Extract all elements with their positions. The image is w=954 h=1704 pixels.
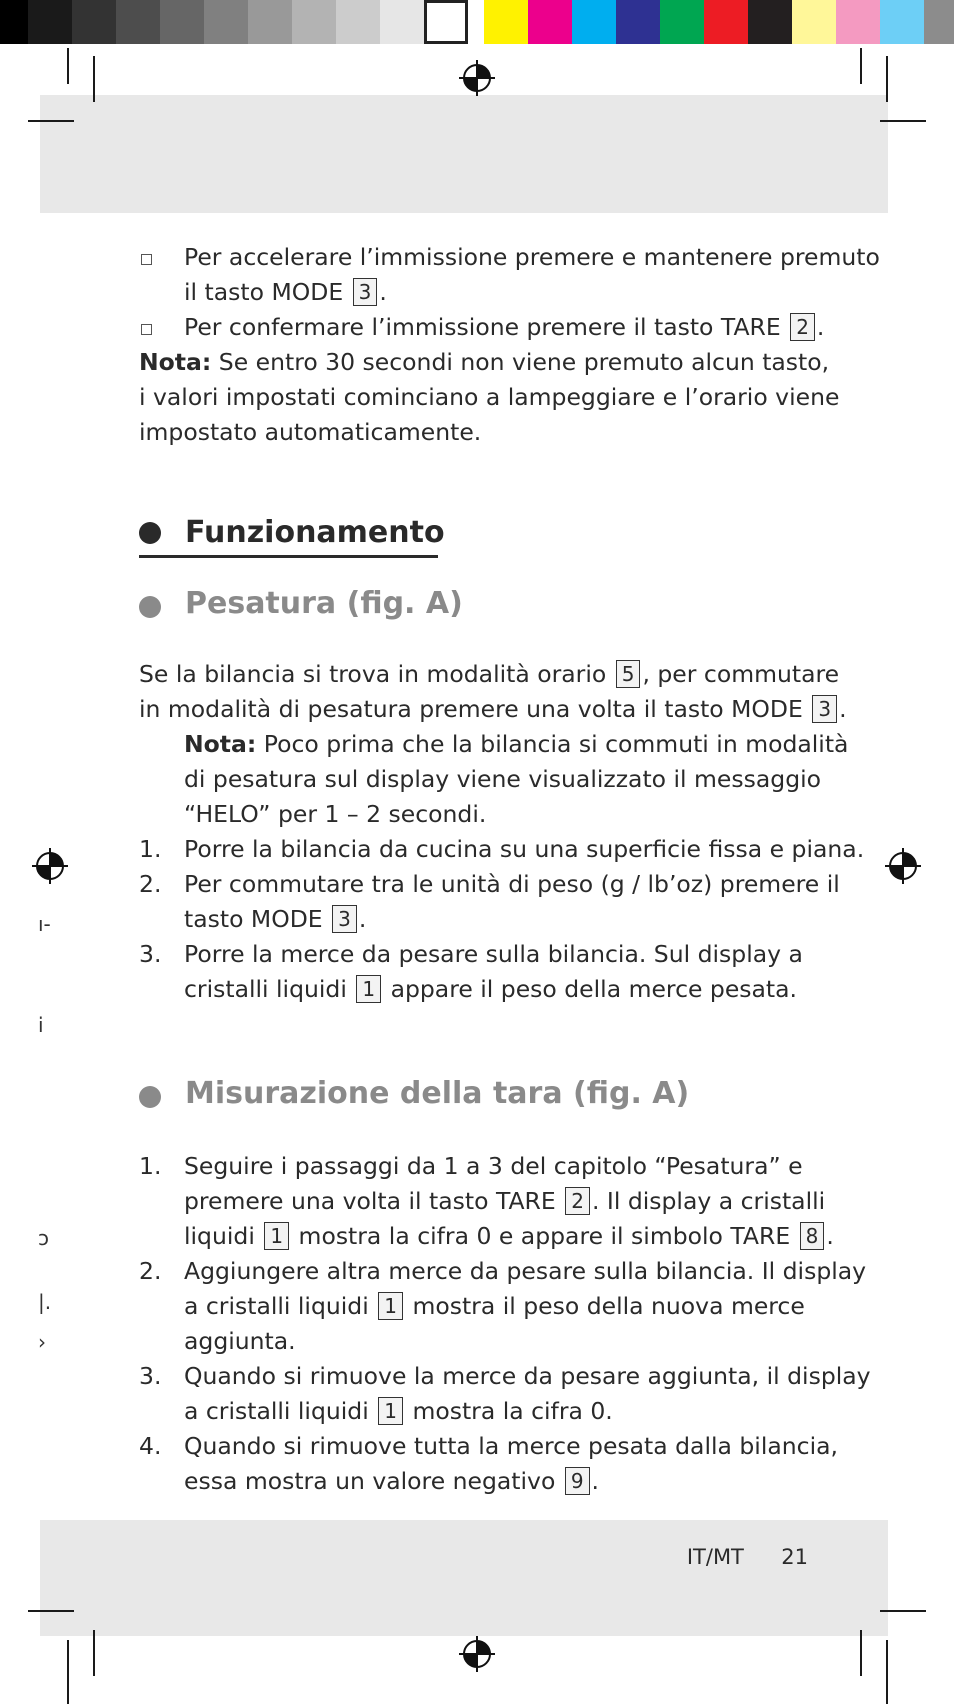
color-swatch [484, 0, 528, 44]
gray-swatch [248, 0, 292, 44]
list-text: premere una volta il tasto TARE [184, 1187, 556, 1215]
list-text: Porre la merce da pesare sulla bilancia. Sul display a [184, 940, 803, 968]
color-swatch [748, 0, 792, 44]
list-item [139, 867, 840, 902]
gray-swatch [336, 0, 380, 44]
list-text: . Il display a cristalli [591, 1187, 826, 1215]
note-text: Poco prima che la bilancia si commuti in modalità [256, 730, 849, 758]
list-number: 1. [139, 1152, 162, 1180]
color-swatch [616, 0, 660, 44]
reference-number: 3 [332, 905, 357, 933]
note-text: impostato automaticamente. [139, 418, 482, 446]
edge-mark: ı- [38, 912, 51, 936]
list-number: 3. [139, 1362, 162, 1390]
color-calibration-bar [0, 0, 954, 48]
list-text: a cristalli liquidi [184, 1397, 369, 1425]
header-gray-box [40, 95, 888, 213]
gray-swatch [0, 0, 28, 44]
page-number: 21 [781, 1545, 808, 1569]
registration-mark-icon [457, 1634, 497, 1674]
list-item [139, 1149, 819, 1184]
intro-block [139, 240, 880, 450]
bullet-text: Per confermare l’immissione premere il tasto TARE [184, 313, 781, 341]
note-text: di pesatura sul display viene visualizzato il messaggio [184, 765, 822, 793]
bullet-text: il tasto MODE [184, 278, 344, 306]
note-label: Nota: [184, 730, 257, 758]
registration-mark-icon [30, 846, 70, 886]
crop-mark [67, 1640, 69, 1704]
note-label: Nota: [139, 348, 212, 376]
reference-number: 5 [616, 660, 641, 688]
note-text: “HELO” per 1 – 2 secondi. [184, 800, 487, 828]
heading-text: Pesatura (fig. A) [185, 586, 463, 621]
list-text: cristalli liquidi [184, 975, 347, 1003]
reference-number: 1 [378, 1397, 403, 1425]
list-text: Aggiungere altra merce da pesare sulla bilancia. Il display [184, 1257, 867, 1285]
punctuation: . [358, 905, 367, 933]
list-item-continued [139, 1184, 826, 1219]
note-text: i valori impostati cominciano a lampeggiare e l’orario viene [139, 383, 840, 411]
color-swatch [660, 0, 704, 44]
list-text: Quando si rimuove tutta la merce pesata dalla bilancia, [184, 1432, 838, 1460]
gray-swatch [160, 0, 204, 44]
color-swatch [836, 0, 880, 44]
color-swatch [572, 0, 616, 44]
list-item-continued [139, 972, 819, 1007]
crop-mark [93, 56, 95, 102]
section-heading-tara [139, 1072, 819, 1116]
list-item [139, 937, 819, 972]
pesatura-block [139, 657, 865, 1007]
list-text: mostra la cifra 0. [404, 1397, 613, 1425]
edge-mark: |. [38, 1290, 52, 1314]
list-number: 2. [139, 1257, 162, 1285]
reference-number: 1 [264, 1222, 289, 1250]
body-text: in modalità di pesatura premere una volta il tasto MODE [139, 695, 803, 723]
crop-mark [860, 48, 862, 84]
registration-mark-icon [883, 846, 923, 886]
gray-swatch [424, 0, 468, 44]
list-item [139, 832, 865, 867]
punctuation: . [839, 695, 847, 723]
crop-mark [67, 48, 69, 84]
color-swatch [704, 0, 748, 44]
reference-number: 8 [800, 1222, 825, 1250]
reference-number: 2 [565, 1187, 590, 1215]
list-item-continued [139, 1289, 819, 1324]
color-swatch [880, 0, 924, 44]
list-item-continued [139, 902, 819, 937]
heading-bullet-icon [139, 596, 161, 618]
gray-swatch [28, 0, 72, 44]
list-text: Per commutare tra le unità di peso (g / lb’oz) premere il [184, 870, 840, 898]
punctuation: . [826, 1222, 834, 1250]
page-footer [687, 1545, 808, 1569]
reference-number: 3 [812, 695, 837, 723]
punctuation: . [591, 1467, 600, 1495]
section-heading-pesatura [139, 582, 819, 626]
list-item-continued [139, 1219, 834, 1254]
edge-mark: i [38, 1013, 44, 1037]
list-item-continued [139, 1394, 819, 1429]
crop-mark [860, 1630, 862, 1676]
color-swatch [792, 0, 836, 44]
list-text: liquidi [184, 1222, 255, 1250]
punctuation: . [816, 313, 825, 341]
crop-mark [886, 1640, 888, 1704]
crop-mark [880, 120, 926, 122]
bullet-item [139, 310, 825, 345]
list-text: a cristalli liquidi [184, 1292, 369, 1320]
paragraph-line [139, 657, 840, 692]
heading-text: Funzionamento [185, 515, 445, 550]
crop-mark [880, 1610, 926, 1612]
list-item-continued [139, 1464, 819, 1499]
heading-bullet-icon [139, 1086, 161, 1108]
crop-mark [93, 1630, 95, 1676]
list-number: 2. [139, 870, 162, 898]
bullet-item [139, 240, 880, 275]
gray-swatch [116, 0, 160, 44]
list-item [139, 1429, 838, 1464]
reference-number: 9 [565, 1467, 590, 1495]
registration-mark-icon [457, 58, 497, 98]
body-text: , per commutare [642, 660, 840, 688]
color-swatch [924, 0, 954, 44]
gray-swatch [380, 0, 424, 44]
checkbox-bullet-icon [141, 324, 152, 335]
crop-mark [886, 56, 888, 102]
reference-number: 1 [378, 1292, 403, 1320]
list-text: appare il peso della merce pesata. [383, 975, 798, 1003]
list-number: 4. [139, 1432, 162, 1460]
edge-mark: ɔ [38, 1226, 49, 1250]
section-heading-funzionamento [139, 510, 445, 555]
gray-swatch [204, 0, 248, 44]
checkbox-bullet-icon [141, 254, 152, 265]
list-item [139, 1254, 867, 1289]
reference-number: 2 [790, 313, 815, 341]
body-text: Se la bilancia si trova in modalità orario [139, 660, 607, 688]
edge-mark: › [38, 1330, 46, 1354]
list-text: essa mostra un valore negativo [184, 1467, 556, 1495]
language-code: IT/MT [686, 1545, 744, 1569]
crop-mark [28, 120, 74, 122]
paragraph-line [139, 692, 847, 727]
footer-gray-box [40, 1520, 888, 1636]
crop-mark [28, 1610, 74, 1612]
gray-swatch [292, 0, 336, 44]
punctuation: . [379, 278, 387, 306]
list-number: 3. [139, 940, 162, 968]
gray-swatch [72, 0, 116, 44]
heading-text: Misurazione della tara (fig. A) [185, 1076, 690, 1111]
reference-number: 1 [356, 975, 381, 1003]
list-number: 1. [139, 835, 162, 863]
heading-underline [139, 555, 438, 558]
reference-number: 3 [353, 278, 378, 306]
tara-block [139, 1149, 871, 1499]
list-text: Seguire i passaggi da 1 a 3 del capitolo “Pesatura” e [184, 1152, 803, 1180]
list-text: Porre la bilancia da cucina su una superficie fissa e piana. [184, 835, 865, 863]
list-text: aggiunta. [184, 1327, 296, 1355]
list-text: mostra la cifra 0 e appare il simbolo TARE [291, 1222, 791, 1250]
list-item [139, 1359, 871, 1394]
note-text: Se entro 30 secondi non viene premuto alcun tasto, [211, 348, 830, 376]
bullet-text: Per accelerare l’immissione premere e mantenere premuto [184, 243, 880, 271]
note-paragraph [139, 727, 849, 762]
list-text: Quando si rimuove la merce da pesare aggiunta, il display [184, 1362, 871, 1390]
heading-bullet-icon [139, 522, 161, 544]
note-paragraph [139, 345, 830, 380]
bullet-item-continued [139, 275, 819, 310]
list-text: tasto MODE [184, 905, 323, 933]
list-text: mostra il peso della nuova merce [404, 1292, 805, 1320]
color-swatch [528, 0, 572, 44]
